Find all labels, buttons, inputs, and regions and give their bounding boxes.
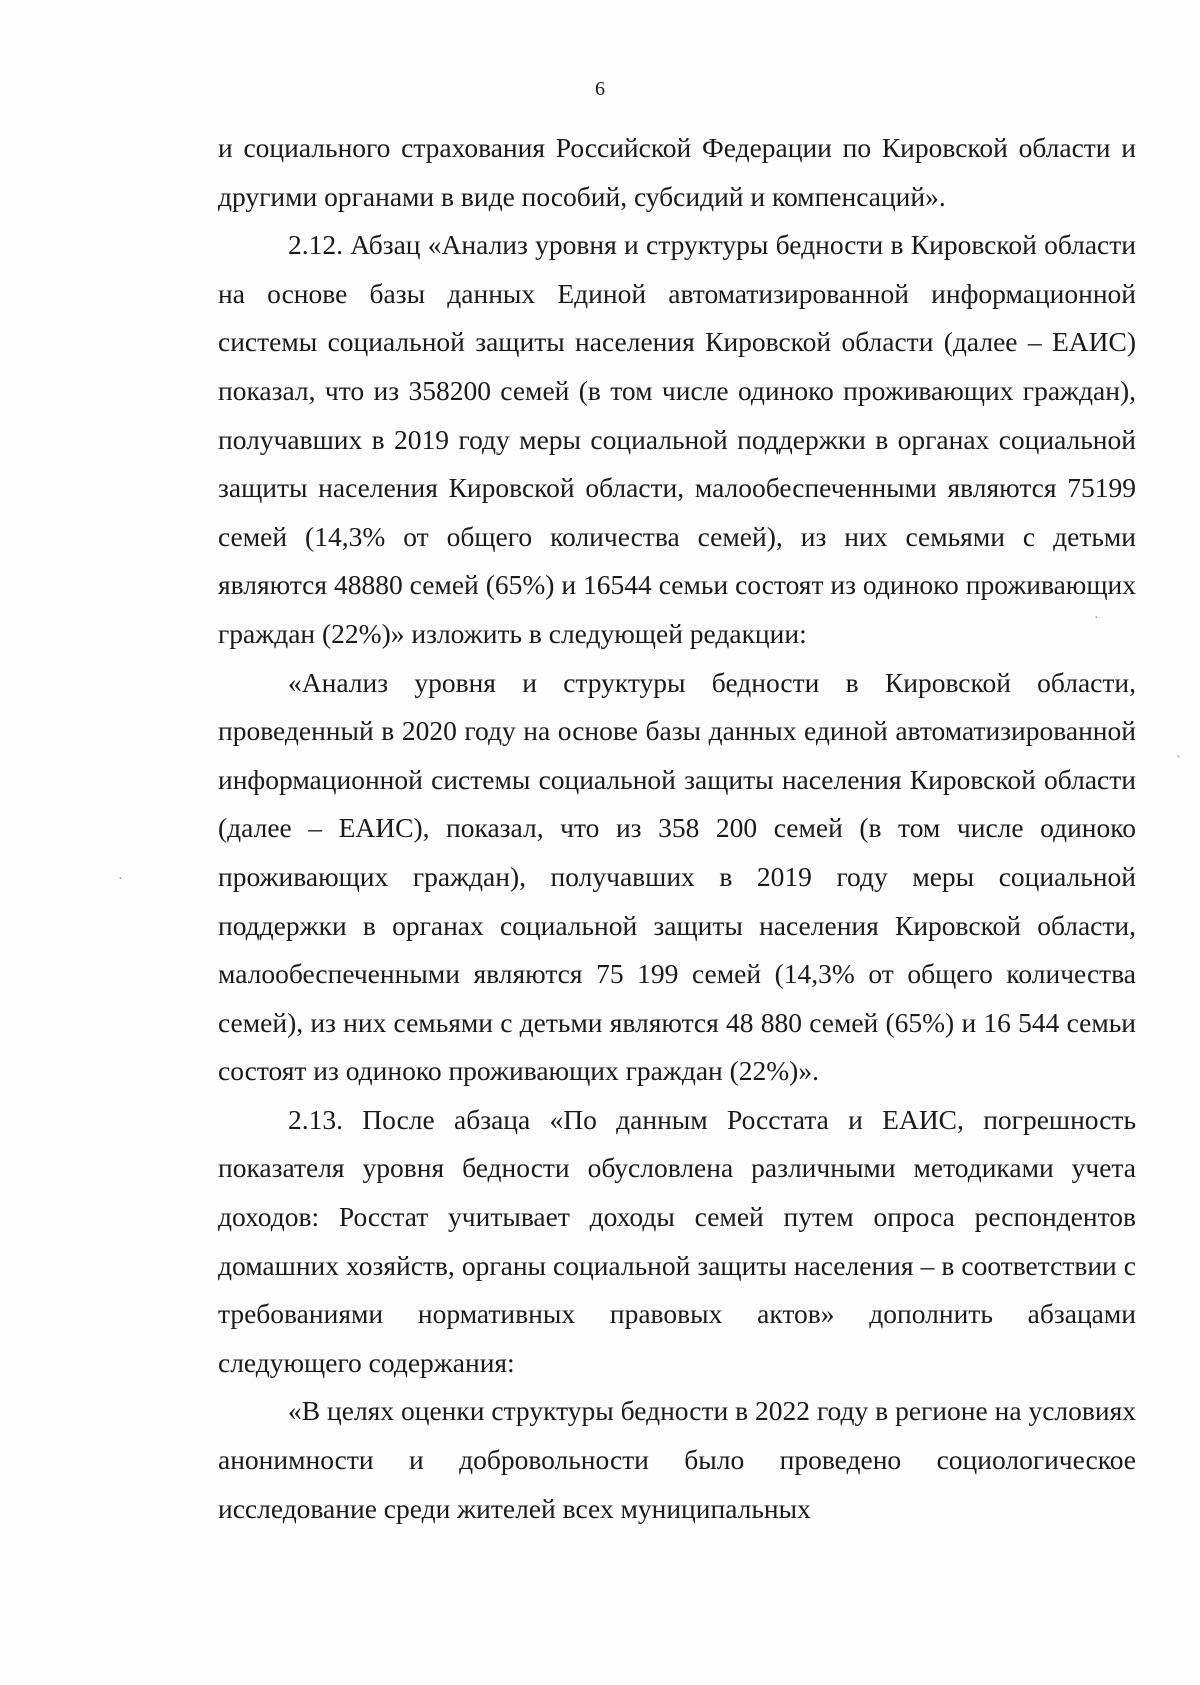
paragraph-2-12: 2.12. Абзац «Анализ уровня и структуры бедности в Кировской области на основе базы данных Единой автоматизированной информационной системы социальной защиты населения Кировской области (далее – ЕАИС) показал, что из 358200 семей (в том числе одиноко проживающих граждан), получавших в 2019 году меры социальной поддержки в органах социальной защиты населения Кировской области, малообеспеченными являются 75199 семей (14,3% от общего количества семей), из них семьями с детьми являются 48880 семей (65%) и 16544 семьи состоят из одиноко проживающих граждан (22%)» изложить в следующей редакции:: [218, 229, 1136, 649]
scan-speck: ·: [1094, 611, 1099, 626]
paragraph-study: «В целях оценки структуры бедности в 2022 году в регионе на условиях анонимности и добровольности было проведено социологическое исследование среди жителей всех муниципальных: [218, 1395, 1136, 1524]
paragraph-2-13: 2.13. После абзаца «По данным Росстата и ЕАИС, погрешность показателя уровня бедности обусловлена различными методиками учета доходов: Росстат учитывает доходы семей путем опроса респондентов домашних хозяйств, органы социальной защиты населения – в соответствии с требованиями нормативных правовых актов» дополнить абзацами следующего содержания:: [218, 1103, 1136, 1378]
document-body: [218, 124, 1136, 1533]
scan-speck: ·: [118, 872, 123, 887]
page-number: 6: [595, 78, 605, 100]
paragraph-continuation: и социального страхования Российской Федерации по Кировской области и другими органами в виде пособий, субсидий и компенсаций».: [218, 132, 1136, 212]
scan-speck: `: [1176, 754, 1181, 769]
paragraph-new-wording: «Анализ уровня и структуры бедности в Кировской области, проведенный в 2020 году на основе базы данных единой автоматизированной информационной системы социальной защиты населения Кировской области (далее – ЕАИС), показал, что из 358 200 семей (в том числе одиноко проживающих граждан), получавших в 2019 году меры социальной поддержки в органах социальной защиты населения Кировской области, малообеспеченными являются 75 199 семей (14,3% от общего количества семей), из них семьями с детьми являются 48 880 семей (65%) и 16 544 семьи состоят из одиноко проживающих граждан (22%)».: [218, 666, 1136, 1087]
